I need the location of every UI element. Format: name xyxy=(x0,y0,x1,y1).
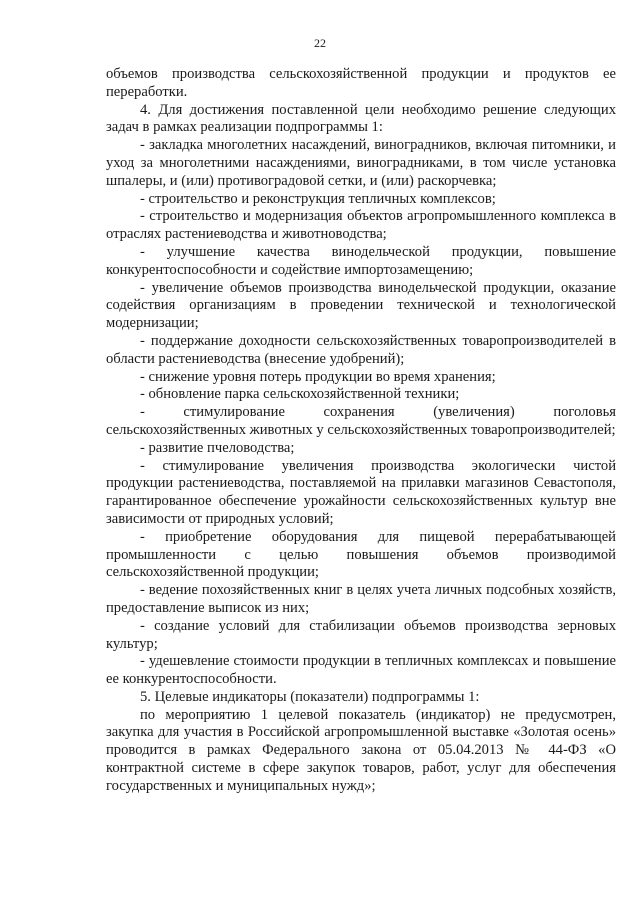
paragraph: 4. Для достижения поставленной цели необходимо решение следующих задач в рамках реализации подпрограммы 1: xyxy=(106,101,616,136)
paragraph: объемов производства сельскохозяйственной продукции и продуктов ее переработки. xyxy=(106,66,616,100)
paragraph: - удешевление стоимости продукции в тепличных комплексах и повышение ее конкурентоспособности. xyxy=(106,653,616,688)
paragraph: 5. Целевые индикаторы (показатели) подпрограммы 1: xyxy=(140,688,480,705)
paragraph: - ведение похозяйственных книг в целях учета личных подсобных хозяйств, предоставление выписок из них; xyxy=(106,582,616,616)
paragraph: - увеличение объемов производства винодельческой продукции, оказание содействия организациям в проведении технической и технологической модернизации; xyxy=(106,279,616,332)
document-body xyxy=(106,66,616,796)
page-number: 22 xyxy=(314,36,326,50)
paragraph: - строительство и модернизация объектов агропромышленного комплекса в отраслях растениеводства и животноводства; xyxy=(106,208,616,243)
paragraph: - улучшение качества винодельческой продукции, повышение конкурентоспособности и содействие импортозамещению; xyxy=(106,243,616,278)
paragraph: - строительство и реконструкция тепличных комплексов; xyxy=(140,190,496,207)
paragraph: - закладка многолетних насаждений, виноградников, включая питомники, и уход за многолетними насаждениями, виноградниками, в том числе установка шпалеры, и (или) противоградовой сетки, и (или) раскорчевка; xyxy=(106,137,616,189)
paragraph: - стимулирование сохранения (увеличения) поголовья сельскохозяйственных животных у сельскохозяйственных товаропроизводителей; xyxy=(106,404,616,438)
paragraph: - обновление парка сельскохозяйственной техники; xyxy=(140,386,460,403)
paragraph: - стимулирование увеличения производства экологически чистой продукции растениеводства, поставляемой на прилавки магазинов Севастополя, гарантированное обеспечение урожайности сельскохозяйственных культур вне зависимости от природных условий; xyxy=(106,457,616,527)
paragraph: - снижение уровня потерь продукции во время хранения; xyxy=(140,368,496,385)
paragraph: - развитие пчеловодства; xyxy=(140,439,295,456)
paragraph: - приобретение оборудования для пищевой перерабатывающей промышленности с целью повышения объемов производимой сельскохозяйственной продукции; xyxy=(106,528,616,581)
paragraph: по мероприятию 1 целевой показатель (индикатор) не предусмотрен, закупка для участия в Российской агропромышленной выставке «Золотая осень» проводится в рамках Федерального закона от 05.04.2013 № 44-ФЗ «О контрактной системе в сфере закупок товаров, работ, услуг для обеспечения государственных и муниципальных нужд»; xyxy=(106,706,616,794)
paragraph: - создание условий для стабилизации объемов производства зерновых культур; xyxy=(106,617,616,652)
paragraph: - поддержание доходности сельскохозяйственных товаропроизводителей в области растениеводства (внесение удобрений); xyxy=(106,332,616,367)
